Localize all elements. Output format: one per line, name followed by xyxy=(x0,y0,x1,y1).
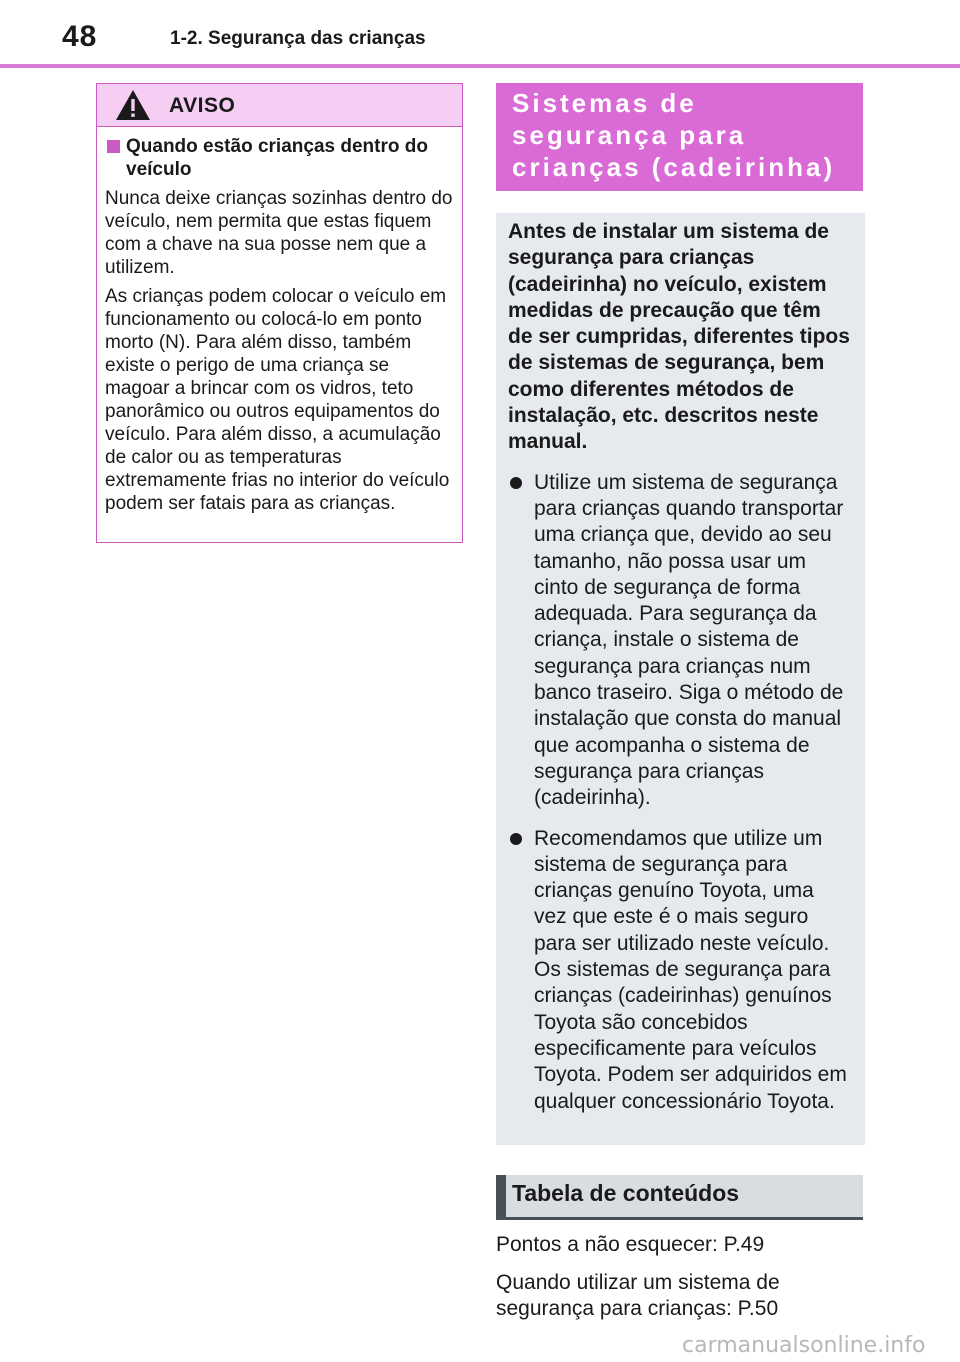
bullet-dot-icon xyxy=(510,477,522,489)
warning-subheading-text: Quando estão crianças dentro do veículo xyxy=(126,136,428,180)
bullet-dot-icon xyxy=(510,833,522,845)
warning-box xyxy=(96,83,463,543)
toc-link[interactable]: Pontos a não esquecer: P.49 xyxy=(496,1233,765,1256)
warning-body xyxy=(97,127,462,515)
warning-paragraph: Nunca deixe crianças sozinhas dentro do veículo, nem permita que estas fiquem com a chave na sua posse nem que a utilizem. xyxy=(105,188,453,278)
watermark: carmanualsonline.info xyxy=(682,1333,926,1358)
warning-triangle-icon xyxy=(115,89,151,121)
toc-heading: Tabela de conteúdos xyxy=(496,1175,863,1220)
toc-link[interactable]: Quando utilizar um sistema de segurança para crianças: P.50 xyxy=(496,1271,780,1320)
warning-header xyxy=(97,84,462,127)
list-item xyxy=(508,470,851,812)
list-item xyxy=(508,826,851,1115)
warning-subheading xyxy=(105,135,454,181)
list-item-text: Recomendamos que utilize um sistema de segurança para crianças genuíno Toyota, uma vez que este é o mais seguro para ser utilizado neste veículo. Os sistemas de segurança para crianças (cadeirinhas) genuínos Toyota são concebidos especificamente para veículos Toyota. Podem ser adquiridos em qualquer concessionário Toyota. xyxy=(534,826,847,1113)
panel-intro: Antes de instalar um sistema de segurança para crianças (cadeirinha) no veículo, existem medidas de precaução que têm de ser cumpridas, diferentes tipos de sistemas de segurança, bem como diferentes métodos de instalação, etc. descritos neste manual. xyxy=(508,220,850,454)
square-bullet-icon xyxy=(107,140,120,153)
info-panel xyxy=(496,213,865,1145)
page-number: 48 xyxy=(62,20,98,53)
warning-paragraph: As crianças podem colocar o veículo em funcionamento ou colocá-lo em ponto morto (N). Para além disso, também existe o perigo de uma criança se magoar a brincar com os vidros, teto panorâmico ou outros equipamentos do veículo. Para além disso, a acumulação de calor ou as temperaturas extremamente frias no interior do veículo podem ser fatais para as crianças. xyxy=(105,286,450,514)
section-title: 1-2. Segurança das crianças xyxy=(170,28,426,49)
page-header xyxy=(0,0,960,68)
header-divider xyxy=(0,64,960,68)
list-item-text: Utilize um sistema de segurança para crianças quando transportar uma criança que, devido ao seu tamanho, não possa usar um cinto de segurança de forma adequada. Para segurança da criança, instale o sistema de segurança para crianças num banco traseiro. Siga o método de instalação que consta do manual que acompanha o sistema de segurança para crianças (cadeirinha). xyxy=(534,470,844,810)
section-heading: Sistemas de segurança para crianças (cadeirinha) xyxy=(496,83,863,191)
warning-label: AVISO xyxy=(169,94,236,117)
